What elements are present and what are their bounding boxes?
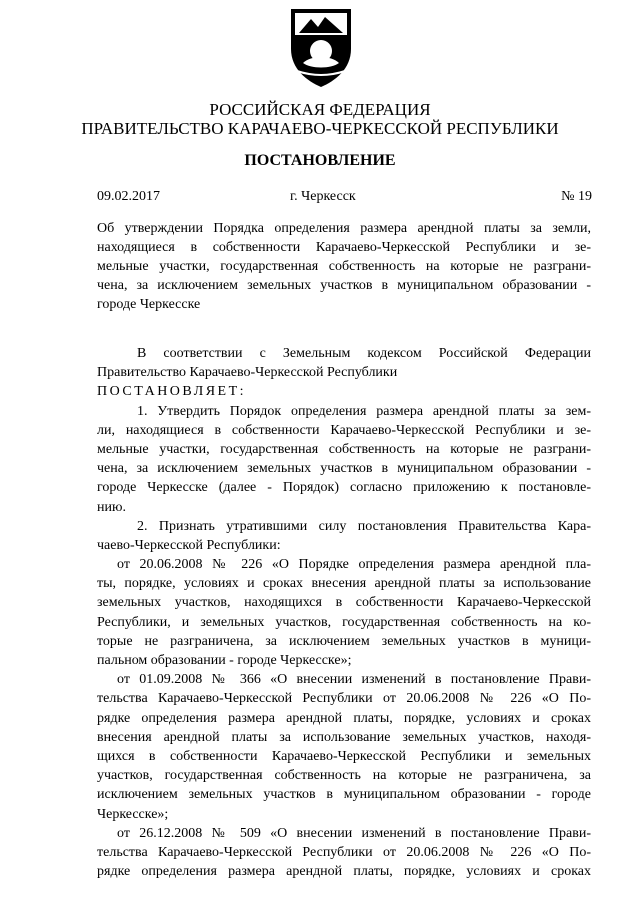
- body-line: внесения арендной платы за использование земельных участков, находя-: [97, 729, 591, 745]
- resolution-keyword: ПОСТАНОВЛЯЕТ:: [97, 384, 247, 400]
- body-line: тельства Карачаево-Черкесской Республики от 20.06.2008 № 226 «О По-: [97, 844, 591, 860]
- body-line: В соответствии с Земельным кодексом Российской Федерации: [137, 346, 591, 361]
- body-line: участков, государственная собственность на которые не разграничена, за: [97, 768, 591, 784]
- document-body: [97, 344, 591, 881]
- body-line: от 01.09.2008 № 366 «О внесении изменений в постановление Прави-: [117, 672, 591, 688]
- document-type-title: ПОСТАНОВЛЕНИЕ: [244, 152, 396, 169]
- subject-line: находящиеся в собственности Карачаево-Черкесской Республики и зе-: [97, 240, 591, 255]
- body-line: нию.: [97, 499, 126, 515]
- document-city: г. Черкесск: [290, 189, 356, 204]
- body-line: Правительство Карачаево-Черкесской Республики: [97, 365, 398, 381]
- body-line: исключением земельных участков в муниципальном образовании - городе: [97, 787, 591, 803]
- body-line: ты, порядке, условиях и сроках внесения арендной платы за использование: [97, 576, 591, 592]
- body-line: чена, за исключением земельных участков в муниципальном образовании -: [97, 461, 591, 477]
- document-subject: [97, 219, 591, 314]
- subject-line: чена, за исключением земельных участков в муниципальном образовании -: [97, 278, 591, 293]
- document-number: № 19: [561, 189, 592, 204]
- body-line: пальном образовании - городе Черкесске»;: [97, 653, 352, 668]
- body-line: мельные участки, государственная собственность на которые не разграни-: [97, 441, 591, 457]
- subject-line: Об утверждении Порядка определения размера арендной платы за земли,: [97, 221, 591, 236]
- body-line: чаево-Черкесской Республики:: [97, 537, 281, 553]
- body-line: ли, находящиеся в собственности Карачаево-Черкесской Республики и зе-: [97, 422, 591, 438]
- body-line: 2. Признать утратившими силу постановления Правительства Кара-: [137, 518, 591, 534]
- body-line: Черкесске»;: [97, 806, 169, 822]
- subject-line: городе Черкесске: [97, 297, 201, 312]
- body-line: тельства Карачаево-Черкесской Республики от 20.06.2008 № 226 «О По-: [97, 691, 591, 707]
- body-line: от 20.06.2008 № 226 «О Порядке определения размера арендной пла-: [117, 557, 591, 573]
- body-line: торые не разграничена, за исключением земельных участков в муници-: [97, 633, 591, 649]
- body-line: от 26.12.2008 № 509 «О внесении изменений в постановление Прави-: [117, 825, 591, 841]
- document-date: 09.02.2017: [97, 189, 160, 204]
- body-line: рядке определения размера арендной платы, порядке, условиях и сроках: [97, 710, 591, 726]
- header-country: РОССИЙСКАЯ ФЕДЕРАЦИЯ: [209, 100, 431, 119]
- coat-of-arms-emblem: [285, 5, 357, 89]
- body-line: 1. Утвердить Порядок определения размера арендной платы за зем-: [137, 403, 591, 419]
- body-line: городе Черкесске (далее - Порядок) согласно приложению к постановле-: [97, 480, 591, 496]
- body-line: земельных участков, находящихся в собственности Карачаево-Черкесской: [97, 595, 591, 611]
- body-line: рядке определения размера арендной платы, порядке, условиях и сроках: [97, 864, 591, 880]
- body-line: щихся в собственности Карачаево-Черкесской Республики и земельных: [97, 748, 591, 764]
- body-line: Республики, и земельных участков, государственная собственность на ко-: [97, 614, 591, 630]
- subject-line: мельные участки, государственная собственность на которые не разграни-: [97, 259, 591, 274]
- header-government: ПРАВИТЕЛЬСТВО КАРАЧАЕВО-ЧЕРКЕССКОЙ РЕСПУБЛИКИ: [81, 119, 559, 138]
